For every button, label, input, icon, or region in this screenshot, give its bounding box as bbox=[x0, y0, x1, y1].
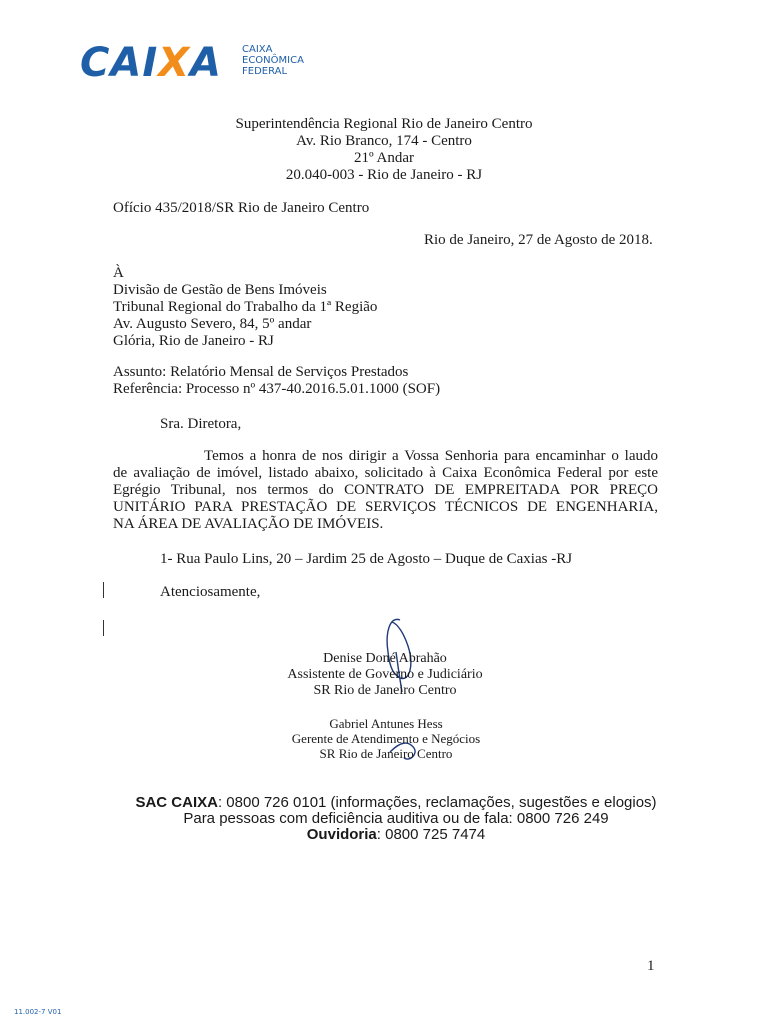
sender-street: Av. Rio Branco, 174 - Centro bbox=[296, 133, 472, 149]
body-line: Temos a honra de nos dirigir a Vossa Senhoria para encaminhar o laudo bbox=[204, 448, 658, 464]
sac-accessibility-line: Para pessoas com deficiência auditiva ou de fala: 0800 726 249 bbox=[183, 810, 609, 827]
sender-unit: Superintendência Regional Rio de Janeiro Centro bbox=[235, 116, 533, 132]
oficio-number: Ofício 435/2018/SR Rio de Janeiro Centro bbox=[113, 200, 370, 216]
property-item: 1- Rua Paulo Lins, 20 – Jardim 25 de Agosto – Duque de Caxias -RJ bbox=[160, 551, 573, 567]
form-code: 11.002-7 V01 bbox=[14, 1008, 62, 1016]
body-line: UNITÁRIO PARA PRESTAÇÃO DE SERVIÇOS TÉCNICOS DE ENGENHARIA, bbox=[113, 499, 658, 515]
closing: Atenciosamente, bbox=[160, 584, 261, 600]
subject-block bbox=[113, 364, 440, 398]
sac-line: SAC CAIXA: 0800 726 0101 (informações, reclamações, sugestões e elogios) bbox=[135, 794, 657, 811]
recipient-city: Glória, Rio de Janeiro - RJ bbox=[113, 333, 274, 349]
signatory-role: Gerente de Atendimento e Negócios bbox=[291, 731, 481, 746]
signatory-role: Assistente de Governo e Judiciário bbox=[287, 667, 483, 682]
letter-body bbox=[113, 448, 658, 533]
recipient-salute: À bbox=[113, 265, 124, 281]
page-number: 1 bbox=[647, 958, 655, 974]
signatory-1 bbox=[1, 651, 768, 699]
salutation: Sra. Diretora, bbox=[160, 416, 242, 432]
sender-floor: 21º Andar bbox=[353, 150, 415, 166]
signatory-unit: SR Rio de Janeiro Centro bbox=[313, 683, 457, 698]
body-line: de avaliação de imóvel, listado abaixo, solicitado à Caixa Econômica Federal por este bbox=[113, 465, 658, 481]
caixa-logo-subtitle: CAIXA ECONÔMICA FEDERAL bbox=[242, 44, 304, 77]
recipient-street: Av. Augusto Severo, 84, 5º andar bbox=[113, 316, 312, 332]
body-line: NA ÁREA DE AVALIAÇÃO DE IMÓVEIS. bbox=[113, 516, 384, 532]
subject-line: Assunto: Relatório Mensal de Serviços Prestados bbox=[113, 364, 409, 380]
signatory-2 bbox=[2, 716, 768, 761]
caixa-logo-mark: CAIXA bbox=[80, 40, 223, 86]
sender-address bbox=[0, 116, 768, 184]
margin-mark bbox=[103, 620, 104, 636]
caixa-logo bbox=[80, 40, 320, 90]
letter-date: Rio de Janeiro, 27 de Agosto de 2018. bbox=[424, 232, 653, 248]
sender-zip: 20.040-003 - Rio de Janeiro - RJ bbox=[285, 167, 483, 183]
body-line: Egrégio Tribunal, nos termos do CONTRATO DE EMPREITADA POR PREÇO bbox=[113, 482, 658, 498]
recipient-division: Divisão de Gestão de Bens Imóveis bbox=[113, 282, 327, 298]
sac-contact bbox=[0, 795, 768, 843]
reference-line: Referência: Processo nº 437-40.2016.5.01.1000 (SOF) bbox=[113, 381, 441, 397]
margin-mark bbox=[103, 582, 104, 598]
signatory-unit: SR Rio de Janeiro Centro bbox=[319, 746, 453, 761]
signatory-name: Gabriel Antunes Hess bbox=[329, 716, 443, 731]
ouvidoria-line: Ouvidoria: 0800 725 7474 bbox=[306, 826, 486, 843]
signatory-name: Denise Doné Abrahão bbox=[323, 651, 447, 666]
recipient-block bbox=[113, 265, 377, 350]
recipient-court: Tribunal Regional do Trabalho da 1ª Região bbox=[113, 299, 378, 315]
